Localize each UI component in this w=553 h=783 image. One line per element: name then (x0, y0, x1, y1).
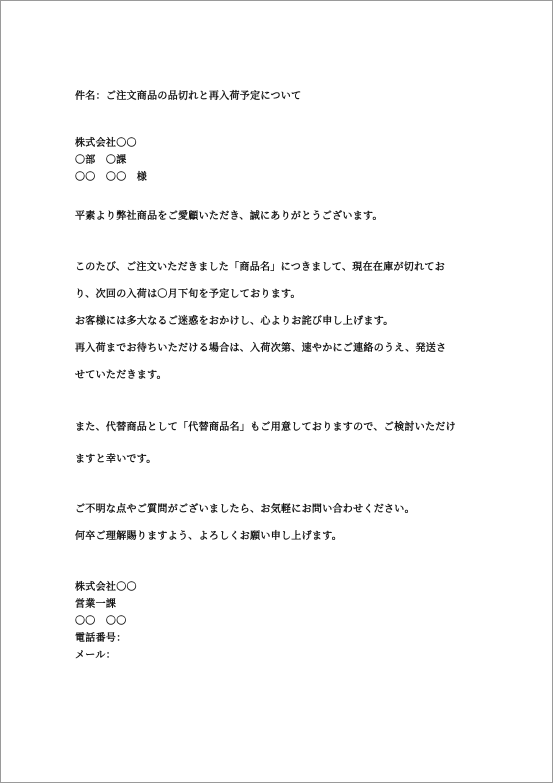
greeting-line: 平素より弊社商品をご愛顧いただき、誠にありがとうございます。 (75, 211, 383, 222)
recipient-block (75, 135, 495, 186)
sender-company: 株式会社〇〇 (75, 582, 137, 593)
body-line: 何卒ご理解賜りますよう、よろしくお願い申し上げます。 (75, 531, 342, 542)
sender-phone-label: 電話番号： (75, 633, 127, 644)
body-line: り、次回の入荷は〇月下旬を予定しております。 (75, 289, 301, 300)
body-line: お客様には多大なるご迷惑をおかけし、心よりお詫び申し上げます。 (75, 316, 394, 327)
sender-block (75, 579, 495, 664)
letter-body (75, 87, 495, 664)
sender-name: 〇〇 〇〇 (75, 616, 127, 627)
recipient-department: 〇部 〇課 (75, 155, 127, 166)
body-line: せていただきます。 (75, 370, 167, 381)
body-line: このたび、ご注文いただきました「商品名」につきまして、現在在庫が切れてお (75, 262, 445, 273)
letter-subject: 件名：ご注文商品の品切れと再入荷予定について (75, 91, 302, 102)
body-line: ますと幸いです。 (75, 454, 157, 465)
body-paragraph-2 (75, 421, 495, 485)
sender-email-label: メール： (75, 650, 116, 661)
body-paragraph-1 (75, 261, 495, 396)
body-line: ご不明な点やご質問がございましたら、お気軽にお問い合わせください。 (75, 504, 415, 515)
sender-department: 営業一課 (75, 599, 117, 610)
body-line: また、代替商品として「代替商品名」もご用意しておりますので、ご検討いただけ (75, 422, 456, 433)
recipient-company: 株式会社〇〇 (75, 138, 137, 149)
body-paragraph-3 (75, 503, 495, 557)
body-line: 再入荷までお待ちいただける場合は、入荷次第、速やかにご連絡のうえ、発送さ (75, 343, 447, 354)
recipient-name: 〇〇 〇〇 様 (75, 172, 148, 183)
